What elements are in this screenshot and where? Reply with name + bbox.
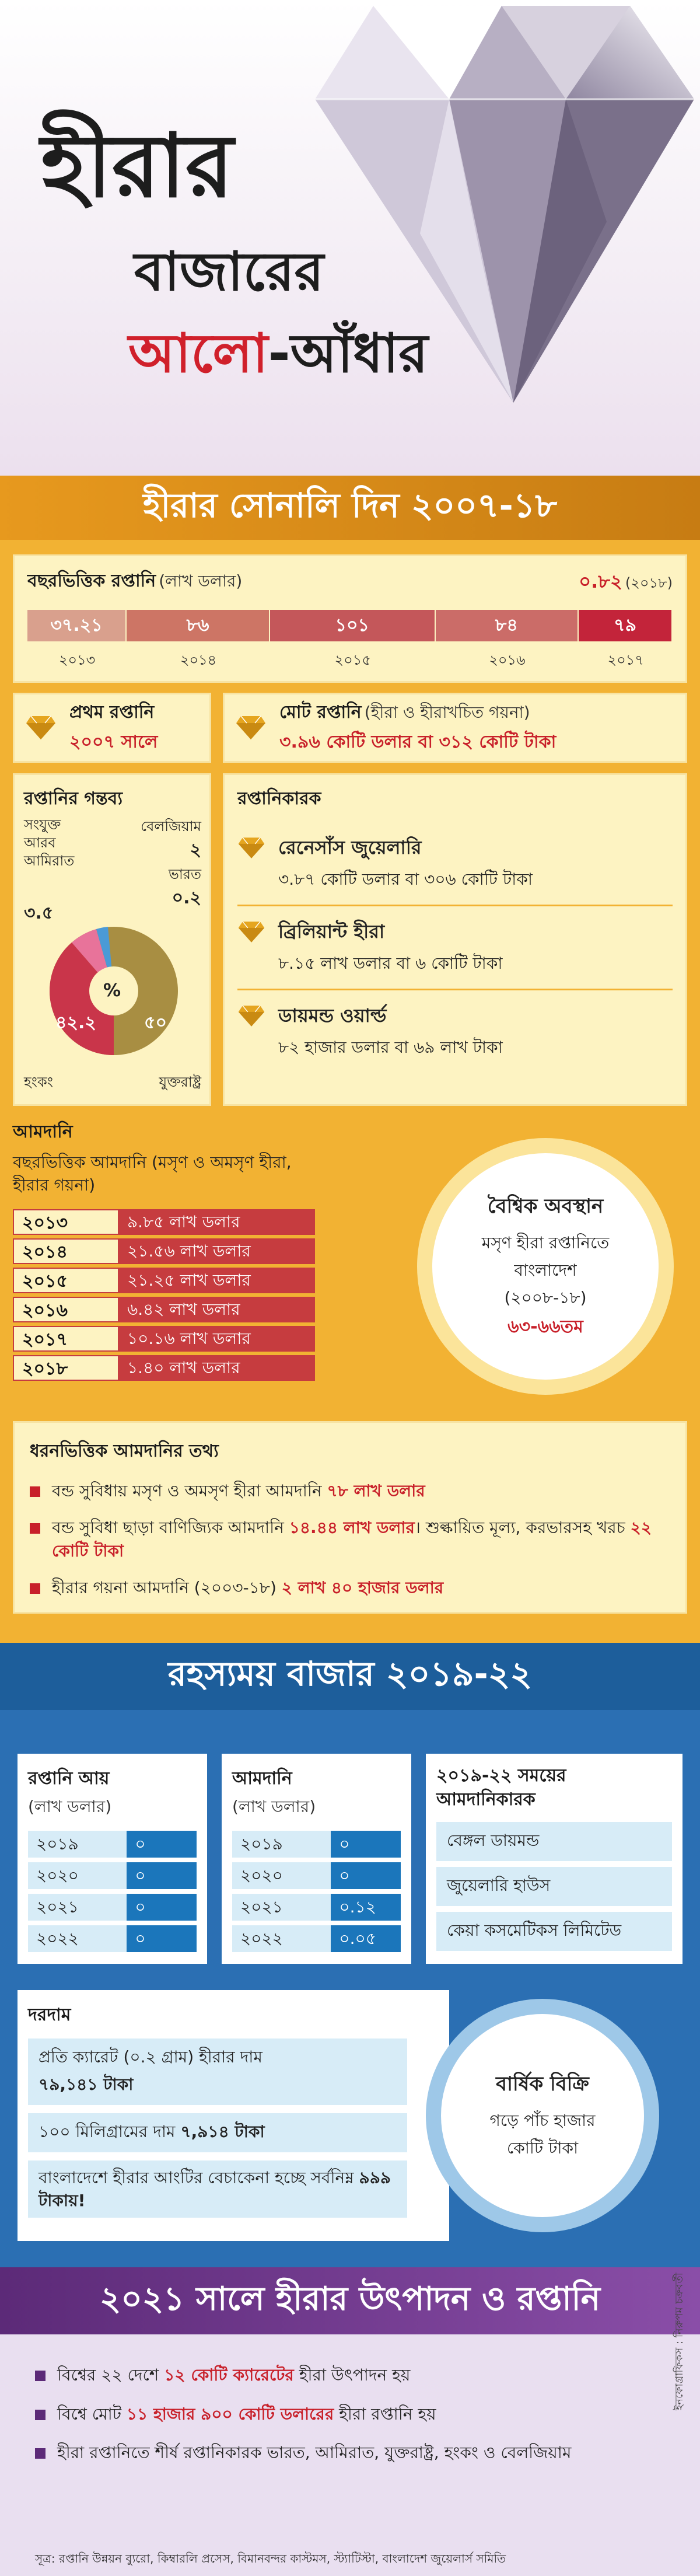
exporter-item [237, 990, 673, 1073]
hero [0, 0, 700, 476]
import-year: ২০১৩ [13, 1209, 119, 1235]
import-row [13, 1326, 340, 1352]
gem-icon [235, 715, 267, 741]
global-title: বৈশ্বিক অবস্থান [487, 1194, 604, 1218]
gem-icon [25, 715, 57, 741]
export-bar-segment: ৭৯ [579, 610, 673, 641]
title-line-3 [128, 322, 428, 385]
production-post: হীরা উৎপাদন হয় [293, 2365, 411, 2385]
importer-item: বেঙ্গল ডায়মন্ড [436, 1822, 672, 1861]
yearly-export-bar [27, 610, 673, 641]
import-value: ৬.৪২ লাখ ডলার [119, 1297, 315, 1322]
note-year: (২০১৮) [625, 575, 673, 591]
export-bar-year: ২০১৫ [334, 652, 371, 668]
yearly-export-unit: (লাখ ডলার) [159, 571, 243, 591]
export-bar-segment: ৮৪ [436, 610, 579, 641]
exporter-item [237, 822, 673, 906]
export-bar-year: ২০১৬ [489, 652, 526, 668]
imports-unit: (লাখ ডলার) [232, 1797, 316, 1816]
year-value-row [232, 1894, 401, 1921]
export-bar-year: ২০১৩ [58, 652, 96, 668]
exporter-text [278, 833, 533, 894]
year-value-row [28, 1831, 197, 1858]
typewise-label: ধরনভিত্তিক আমদানির তথ্য [30, 1441, 219, 1461]
production-red: ১২ কোটি ক্যারেটের [164, 2365, 294, 2385]
importers-panel [426, 1754, 682, 1964]
imports-rows [13, 1209, 340, 1381]
annual-line1: গড়ে পাঁচ হাজার [489, 2110, 596, 2130]
uae-value: ৩.৫ [24, 903, 54, 923]
destination-label: রপ্তানির গন্তব্য [24, 788, 123, 809]
import-year: ২০১৬ [13, 1297, 119, 1322]
exporters-list [237, 822, 673, 1073]
typewise-list [30, 1479, 670, 1600]
typewise-panel [13, 1421, 687, 1614]
exporter-name: রেনেসাঁস জুয়েলারি [278, 836, 422, 858]
typewise-pre: বন্ড সুবিধা ছাড়া বাণিজ্যিক আমদানি [52, 1517, 289, 1537]
typewise-text [52, 1516, 670, 1563]
title-dash: - [268, 322, 290, 385]
typewise-red: ৭৮ লাখ ডলার [327, 1481, 425, 1500]
import-value: ১০.১৬ লাখ ডলার [119, 1326, 315, 1352]
section-mystery-market [0, 1643, 700, 2267]
gem-icon [237, 920, 265, 944]
import-value: ১.৪০ লাখ ডলার [119, 1355, 315, 1381]
typewise-red2: ২২ কোটি টাকা [52, 1517, 652, 1561]
total-export-label: মোট রপ্তানি [279, 702, 362, 722]
importer-item: জুয়েলারি হাউস [436, 1867, 672, 1906]
exporter-item [237, 906, 673, 990]
first-export-value: ২০০৭ সালে [69, 732, 158, 752]
row-value: ০ [127, 1862, 197, 1889]
import-row [13, 1268, 340, 1293]
exporters-label: রপ্তানিকারক [237, 788, 321, 809]
row-value: ০ [127, 1894, 197, 1921]
donut-center: % [103, 980, 121, 1001]
global-rank: ৬৩-৬৬তম [508, 1316, 583, 1337]
production-text [57, 2441, 571, 2465]
source-note: সূত্র: রপ্তানি উন্নয়ন ব্যুরো, কিম্বারলি প্রসেস, বিমানবন্দর কাস্টমস, স্ট্যাটিস্টা, বাংলাদেশ জুয়েলার্স সমিতি [35, 2551, 506, 2565]
global-line2: বাংলাদেশ [514, 1260, 577, 1280]
exporter-value: ৮.১৫ লাখ ডলার বা ৬ কোটি টাকা [278, 954, 503, 973]
year-value-row [232, 1862, 401, 1889]
price-per-carat-text: প্রতি ক্যারেট (০.২ গ্রাম) হীরার দাম [38, 2047, 262, 2067]
row-year: ২০১৯ [28, 1831, 127, 1858]
total-export-panel [223, 693, 687, 763]
export-income-rows [28, 1831, 197, 1952]
bullet-square [35, 2371, 46, 2381]
title-red-word: আলো [128, 322, 268, 385]
export-bar-segment: ৮৬ [127, 610, 270, 641]
export-income-panel [18, 1754, 207, 1964]
exporters-panel [223, 773, 687, 1106]
bullet-square [30, 1583, 40, 1594]
note-value: ০.৮২ [579, 570, 622, 592]
year-value-row [28, 1862, 197, 1889]
row-year: ২০২১ [28, 1894, 127, 1921]
banner-title: ২০২১ সালে হীরার উৎপাদন ও রপ্তানি [99, 2280, 601, 2318]
typewise-post: । শুল্কায়িত মূল্য, করভারসহ খরচ [414, 1517, 631, 1537]
production-text [57, 2364, 410, 2387]
annual-title: বার্ষিক বিক্রি [496, 2072, 589, 2096]
price-per-carat [28, 2039, 407, 2105]
importers-list [436, 1822, 672, 1951]
export-bar-year: ২০১৭ [607, 652, 644, 668]
year-value-row [232, 1831, 401, 1858]
production-list [35, 2364, 642, 2480]
typewise-red: ২ লাখ ৪০ হাজার ডলার [281, 1577, 444, 1597]
first-export-label: প্রথম রপ্তানি [69, 702, 155, 722]
section-banner [0, 476, 700, 540]
destination-panel [13, 773, 211, 1106]
export-bar-segment: ৩৭.২১ [27, 610, 127, 641]
typewise-pre: বন্ড সুবিধায় মসৃণ ও অমসৃণ হীরা আমদানি [52, 1481, 327, 1500]
price-100mg [28, 2113, 407, 2152]
exporter-value: ৩.৮৭ কোটি ডলার বা ৩০৬ কোটি টাকা [278, 870, 533, 889]
section-production-2021 [0, 2267, 700, 2576]
title-line-1: হীরার [41, 116, 234, 217]
export-income-label: রপ্তানি আয় [28, 1768, 110, 1789]
section-banner [0, 1643, 700, 1710]
imports-rows [232, 1831, 401, 1952]
usa-label: যুক্তরাষ্ট্র [159, 1074, 201, 1090]
row-year: ২০২২ [232, 1925, 331, 1952]
price-100mg-text: ১০০ মিলিগ্রামের দাম [38, 2122, 181, 2141]
ring-price-text: বাংলাদেশে হীরার আংটির বেচাকেনা হচ্ছে সর্বনিম্ন [38, 2168, 359, 2187]
import-year: ২০১৪ [13, 1238, 119, 1264]
typewise-text [52, 1576, 443, 1600]
year-value-row [232, 1925, 401, 1952]
price-100mg-value: ৭,৯১৪ টাকা [180, 2122, 265, 2141]
first-export-panel [13, 693, 211, 763]
usa-value: ৫০ [144, 1013, 167, 1033]
typewise-pre: হীরার গয়না আমদানি (২০০৩-১৮) [52, 1577, 282, 1597]
prices-panel [18, 1990, 449, 2241]
imports-panel [222, 1754, 411, 1964]
production-post: হীরা রপ্তানি হয় [334, 2404, 436, 2424]
exporter-value: ৮২ হাজার ডলার বা ৬৯ লাখ টাকা [278, 1038, 503, 1057]
production-red: ১১ হাজার ৯০০ কোটি ডলারের [126, 2404, 334, 2424]
row-value: ০ [127, 1925, 197, 1952]
row-value: ০.১২ [331, 1894, 401, 1921]
production-item [35, 2441, 642, 2465]
row-value: ০ [331, 1862, 401, 1889]
india-label: ভারত [168, 866, 201, 882]
typewise-item [30, 1516, 670, 1563]
section-golden-days [0, 476, 700, 1643]
annual-line2: কোটি টাকা [506, 2138, 579, 2158]
ring-price [28, 2160, 407, 2218]
belgium-value: ২ [190, 840, 201, 860]
uae-label: সংযুক্ত আরব আমিরাত [24, 816, 75, 870]
row-year: ২০২০ [232, 1862, 331, 1889]
export-bar-year: ২০১৪ [180, 652, 217, 668]
global-position-circle [417, 1138, 674, 1395]
banner-title: হীরার সোনালি দিন ২০০৭-১৮ [142, 485, 558, 525]
exporter-name: ব্রিলিয়ান্ট হীরা [278, 920, 385, 943]
imports-sub: বছরভিত্তিক আমদানি (মসৃণ ও অমসৃণ হীরা, হীরার গয়না) [13, 1153, 292, 1195]
gem-icon [237, 1004, 265, 1028]
import-year: ২০১৫ [13, 1268, 119, 1293]
import-value: ২১.৫৬ লাখ ডলার [119, 1238, 315, 1264]
exporter-text [278, 1001, 503, 1062]
typewise-text [52, 1479, 425, 1503]
exporter-name: ডায়মন্ড ওয়ার্ল্ড [278, 1004, 387, 1027]
bullet-square [30, 1486, 40, 1497]
import-year: ২০১৭ [13, 1326, 119, 1352]
prices-label: দরদাম [28, 2005, 71, 2025]
banner-title: রহস্যময় বাজার ২০১৯-২২ [167, 1654, 533, 1694]
production-pre: বিশ্বের ২২ দেশে [57, 2365, 164, 2385]
import-row [13, 1355, 340, 1381]
import-year: ২০১৮ [13, 1355, 119, 1381]
price-per-carat-value: ৭৯,১৪১ টাকা [38, 2075, 134, 2094]
row-year: ২০২০ [28, 1862, 127, 1889]
production-pre: বিশ্বে মোট [57, 2404, 127, 2424]
infographic-credit: ইনফোগ্রাফিকস : নিরুপম চক্রবর্তী [673, 2273, 685, 2410]
imports-label: আমদানি [13, 1122, 73, 1142]
typewise-red: ১৪.৪৪ লাখ ডলার [289, 1517, 415, 1537]
imports-label: আমদানি [232, 1768, 292, 1789]
global-line1: মসৃণ হীরা রপ্তানিতে [481, 1233, 610, 1252]
total-export-sub: (হীরা ও হীরাখচিত গয়না) [364, 703, 530, 722]
total-export-value: ৩.৯৬ কোটি ডলার বা ৩১২ কোটি টাকা [279, 732, 556, 752]
production-text [57, 2403, 436, 2427]
hk-value: ৪২.২ [55, 1013, 96, 1033]
imports-block [13, 1118, 340, 1409]
bullet-square [35, 2448, 46, 2459]
global-line3: (২০০৮-১৮) [504, 1287, 587, 1307]
typewise-item [30, 1479, 670, 1503]
row-value: ০ [127, 1831, 197, 1858]
row-year: ২০১৯ [232, 1831, 331, 1858]
import-row [13, 1238, 340, 1264]
export-income-unit: (লাখ ডলার) [28, 1797, 112, 1816]
bullet-square [35, 2410, 46, 2420]
year-value-row [28, 1894, 197, 1921]
import-row [13, 1209, 340, 1235]
yearly-export-years [27, 650, 673, 673]
annual-sales-circle [426, 1999, 659, 2232]
yearly-export-label: বছরভিত্তিক রপ্তানি [27, 571, 156, 591]
production-pre: হীরা রপ্তানিতে শীর্ষ রপ্তানিকারক ভারত, আমিরাত, যুক্তরাষ্ট্র, হংকং ও বেলজিয়াম [57, 2443, 572, 2463]
exporter-text [278, 917, 503, 978]
year-value-row [28, 1925, 197, 1952]
importers-label: ২০১৯-২২ সময়ের আমদানিকারক [436, 1765, 566, 1810]
row-value: ০ [331, 1831, 401, 1858]
bullet-square [30, 1523, 40, 1534]
ring-price-value: ৯৯৯ টাকায়! [38, 2168, 391, 2211]
belgium-label: বেলজিয়াম [141, 818, 201, 835]
importer-item: কেয়া কসমেটিকস লিমিটেড [436, 1912, 672, 1951]
production-item [35, 2403, 642, 2427]
title-line-2: বাজারের [134, 240, 324, 303]
gem-icon [237, 836, 265, 860]
import-row [13, 1297, 340, 1322]
row-year: ২০২১ [232, 1894, 331, 1921]
title-black-word: আঁধার [290, 322, 428, 385]
import-value: ২১.২৫ লাখ ডলার [119, 1268, 315, 1293]
import-value: ৯.৮৫ লাখ ডলার [119, 1209, 315, 1235]
india-value: ০.২ [172, 888, 201, 908]
row-year: ২০২২ [28, 1925, 127, 1952]
row-value: ০.০৫ [331, 1925, 401, 1952]
section-banner [0, 2267, 700, 2334]
typewise-item [30, 1576, 670, 1600]
production-item [35, 2364, 642, 2387]
export-bar-segment: ১০১ [270, 610, 436, 641]
hk-label: হংকং [24, 1074, 54, 1090]
yearly-export-panel [13, 554, 687, 683]
